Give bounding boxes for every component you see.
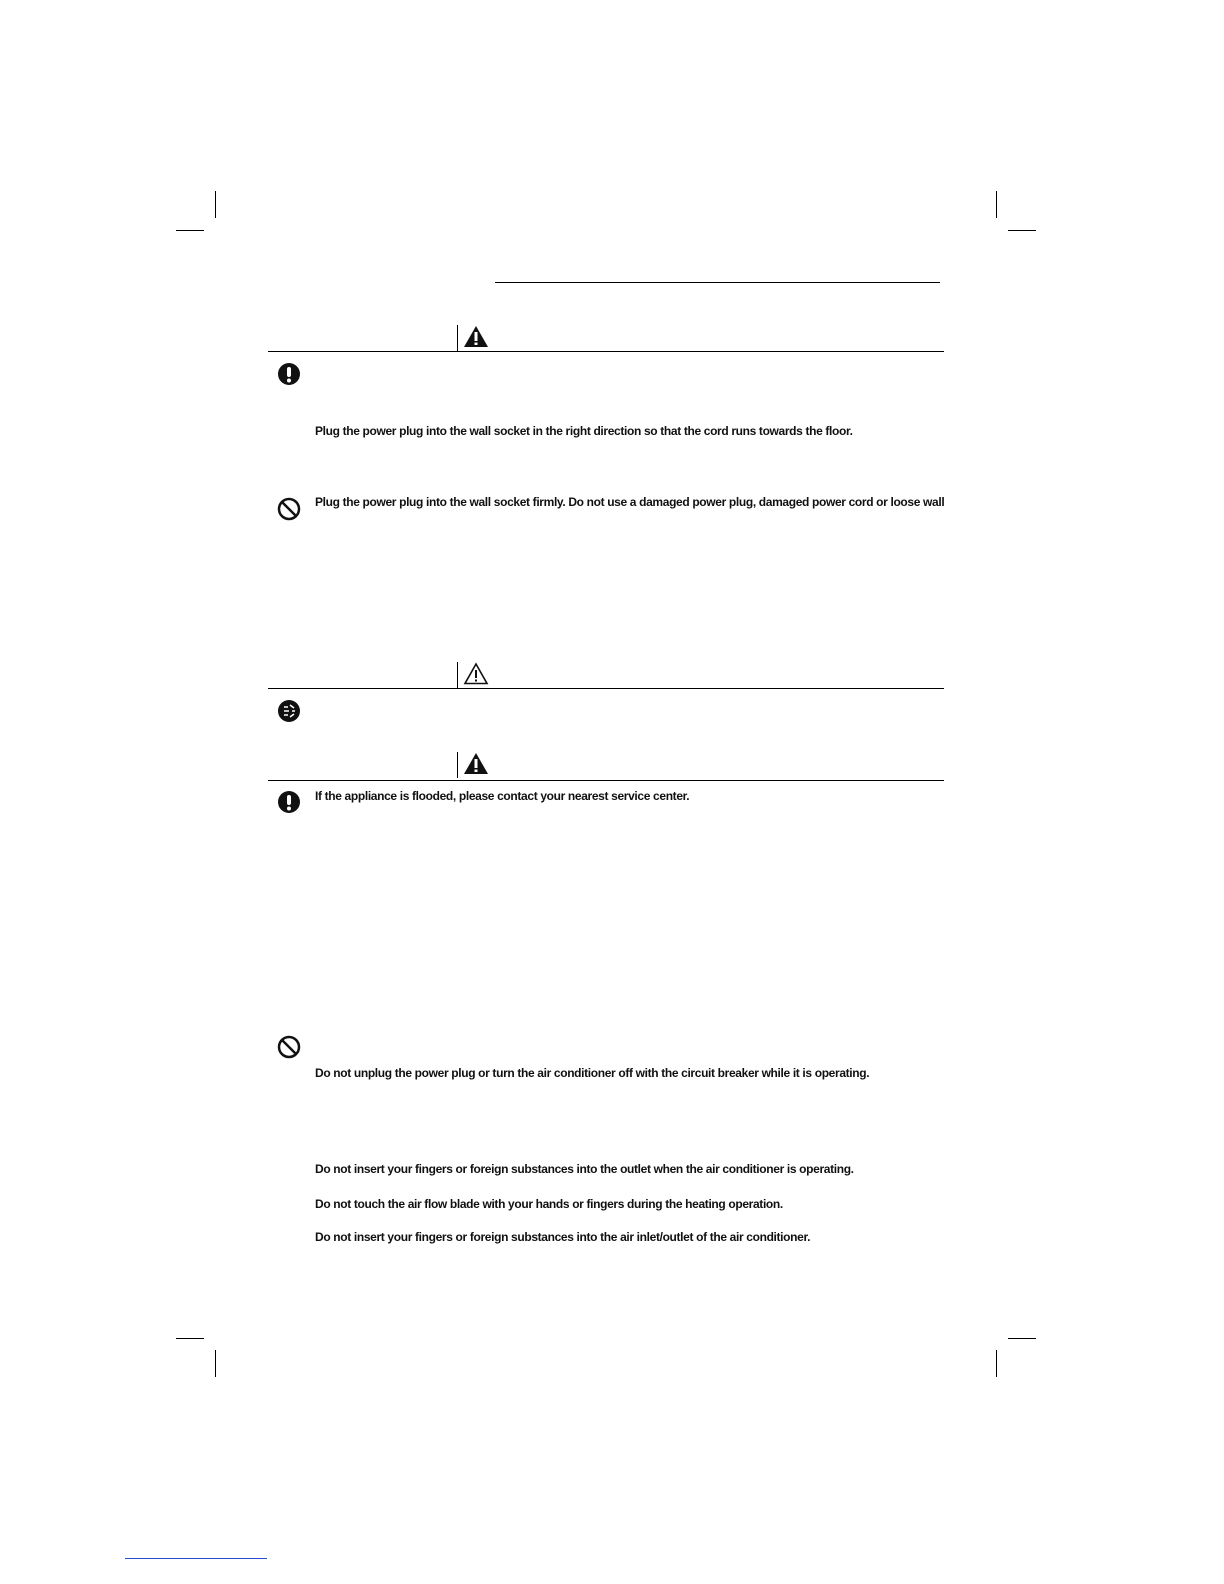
- prohibited-icon: [277, 497, 301, 521]
- instruction-text: If the appliance is flooded, please contact your nearest service center.: [315, 789, 690, 803]
- instruction-text: Do not insert your fingers or foreign substances into the air inlet/outlet of the air conditioner.: [315, 1230, 811, 1244]
- warning-filled-icon: [463, 752, 489, 775]
- instruction-text: Do not unplug the power plug or turn the air conditioner off with the circuit breaker while it is operating.: [315, 1066, 870, 1080]
- crop-mark: [996, 1350, 997, 1377]
- mandatory-icon: [277, 362, 301, 386]
- instruction-text: Do not insert your fingers or foreign substances into the outlet when the air conditioner is operating.: [315, 1162, 854, 1176]
- unplug-icon: [277, 699, 301, 723]
- crop-mark: [215, 1350, 216, 1377]
- header-rule: [495, 282, 940, 283]
- instruction-text: Plug the power plug into the wall socket firmly. Do not use a damaged power plug, damaged power cord or loose wall: [315, 495, 945, 509]
- section-rule: [268, 780, 944, 781]
- prohibited-icon: [277, 1035, 301, 1059]
- section-separator: [457, 752, 458, 778]
- crop-mark: [996, 191, 997, 218]
- instruction-text: Plug the power plug into the wall socket in the right direction so that the cord runs towards the floor.: [315, 424, 853, 438]
- warning-filled-icon: [463, 325, 489, 348]
- crop-mark: [215, 191, 216, 218]
- crop-mark: [176, 230, 204, 231]
- mandatory-icon: [277, 790, 301, 814]
- section-separator: [457, 662, 458, 688]
- section-rule: [268, 688, 944, 689]
- section-rule: [268, 351, 944, 352]
- warning-outline-icon: [463, 662, 489, 685]
- crop-mark: [1008, 1338, 1036, 1339]
- crop-mark: [176, 1338, 204, 1339]
- link-underline[interactable]: [125, 1558, 267, 1559]
- instruction-text: Do not touch the air flow blade with your hands or fingers during the heating operation.: [315, 1197, 783, 1211]
- section-separator: [457, 325, 458, 351]
- crop-mark: [1008, 230, 1036, 231]
